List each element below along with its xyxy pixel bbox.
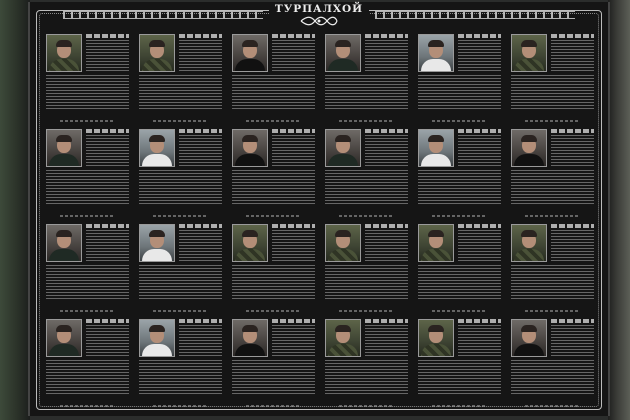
portrait-shoulders bbox=[49, 154, 79, 167]
bio-text bbox=[139, 265, 222, 299]
bio-text bbox=[325, 265, 408, 299]
dates-line bbox=[339, 310, 394, 312]
name-heading bbox=[365, 129, 408, 133]
dates-line bbox=[246, 310, 301, 312]
portrait-hair bbox=[149, 230, 165, 237]
ornamental-emblem-icon bbox=[299, 16, 339, 26]
name-heading bbox=[365, 224, 408, 228]
memorial-card bbox=[137, 127, 224, 218]
memorial-card bbox=[137, 32, 224, 123]
dates-line bbox=[60, 405, 115, 407]
dates-line bbox=[339, 405, 394, 407]
dates-line bbox=[525, 405, 580, 407]
portrait-shoulders bbox=[328, 249, 358, 262]
portrait-hair bbox=[149, 40, 165, 47]
dates-line bbox=[525, 215, 580, 217]
memorial-card bbox=[44, 222, 131, 313]
bio-text-side bbox=[551, 40, 594, 72]
memorial-card bbox=[323, 32, 410, 123]
bio-text-side bbox=[365, 230, 408, 262]
portrait-hair bbox=[56, 325, 72, 332]
portrait-hair bbox=[428, 230, 444, 237]
name-heading bbox=[272, 319, 315, 323]
portrait-shoulders bbox=[235, 249, 265, 262]
dates-line bbox=[153, 310, 208, 312]
memorial-card bbox=[416, 317, 503, 408]
bio-text bbox=[418, 265, 501, 299]
memorial-card bbox=[323, 222, 410, 313]
bio-text-side bbox=[551, 230, 594, 262]
name-heading bbox=[86, 34, 129, 38]
portrait-shoulders bbox=[514, 344, 544, 357]
bio-text-side bbox=[86, 40, 129, 72]
bio-text bbox=[418, 75, 501, 109]
bio-text-side bbox=[365, 40, 408, 72]
portrait-hair bbox=[56, 230, 72, 237]
name-heading bbox=[86, 129, 129, 133]
bio-text-side bbox=[551, 135, 594, 167]
ornament-left bbox=[63, 11, 263, 19]
memorial-grid bbox=[44, 32, 596, 408]
bio-text bbox=[139, 75, 222, 109]
name-heading bbox=[365, 34, 408, 38]
memorial-card bbox=[230, 32, 317, 123]
portrait-shoulders bbox=[514, 59, 544, 72]
bio-text bbox=[511, 265, 594, 299]
bio-text-side bbox=[458, 230, 501, 262]
bio-text-side bbox=[179, 40, 222, 72]
portrait-shoulders bbox=[142, 249, 172, 262]
portrait-shoulders bbox=[142, 59, 172, 72]
memorial-card bbox=[230, 222, 317, 313]
name-heading bbox=[365, 319, 408, 323]
dates-line bbox=[339, 120, 394, 122]
portrait-hair bbox=[242, 135, 258, 142]
bio-text bbox=[46, 170, 129, 204]
bio-text bbox=[232, 75, 315, 109]
portrait-photo bbox=[511, 129, 547, 167]
bio-text-side bbox=[272, 40, 315, 72]
bio-text-side bbox=[365, 325, 408, 357]
portrait-hair bbox=[242, 230, 258, 237]
portrait-photo bbox=[325, 319, 361, 357]
portrait-photo bbox=[325, 34, 361, 72]
dates-line bbox=[525, 310, 580, 312]
portrait-hair bbox=[521, 40, 537, 47]
dates-line bbox=[432, 405, 487, 407]
portrait-hair bbox=[335, 230, 351, 237]
dates-line bbox=[153, 120, 208, 122]
dates-line bbox=[432, 120, 487, 122]
portrait-hair bbox=[335, 325, 351, 332]
portrait-photo bbox=[139, 319, 175, 357]
bio-text-side bbox=[86, 230, 129, 262]
portrait-hair bbox=[56, 135, 72, 142]
dates-line bbox=[153, 405, 208, 407]
bio-text-side bbox=[272, 230, 315, 262]
bio-text-side bbox=[551, 325, 594, 357]
portrait-shoulders bbox=[235, 154, 265, 167]
portrait-shoulders bbox=[328, 154, 358, 167]
portrait-photo bbox=[139, 224, 175, 262]
portrait-hair bbox=[521, 325, 537, 332]
portrait-shoulders bbox=[421, 249, 451, 262]
board-title: ТУРПАЛХОЙ bbox=[274, 3, 364, 15]
memorial-card bbox=[509, 32, 596, 123]
dates-line bbox=[60, 120, 115, 122]
portrait-hair bbox=[242, 40, 258, 47]
board-header bbox=[30, 2, 608, 28]
portrait-shoulders bbox=[421, 154, 451, 167]
portrait-hair bbox=[428, 325, 444, 332]
portrait-photo bbox=[139, 129, 175, 167]
dates-line bbox=[246, 215, 301, 217]
portrait-shoulders bbox=[514, 249, 544, 262]
bio-text bbox=[232, 170, 315, 204]
portrait-shoulders bbox=[142, 154, 172, 167]
portrait-photo bbox=[46, 129, 82, 167]
memorial-card bbox=[509, 317, 596, 408]
portrait-shoulders bbox=[49, 249, 79, 262]
portrait-hair bbox=[521, 230, 537, 237]
bio-text bbox=[325, 75, 408, 109]
bio-text-side bbox=[179, 135, 222, 167]
portrait-hair bbox=[335, 40, 351, 47]
portrait-photo bbox=[232, 34, 268, 72]
dates-line bbox=[432, 215, 487, 217]
dates-line bbox=[60, 215, 115, 217]
portrait-photo bbox=[418, 224, 454, 262]
bio-text bbox=[139, 170, 222, 204]
name-heading bbox=[179, 319, 222, 323]
bio-text bbox=[418, 170, 501, 204]
portrait-shoulders bbox=[235, 59, 265, 72]
portrait-photo bbox=[511, 34, 547, 72]
memorial-card bbox=[44, 317, 131, 408]
bio-text-side bbox=[458, 325, 501, 357]
bio-text-side bbox=[458, 135, 501, 167]
portrait-shoulders bbox=[235, 344, 265, 357]
name-heading bbox=[458, 224, 501, 228]
portrait-shoulders bbox=[328, 59, 358, 72]
ornament-right bbox=[375, 11, 575, 19]
bio-text-side bbox=[86, 135, 129, 167]
memorial-card bbox=[230, 317, 317, 408]
name-heading bbox=[458, 129, 501, 133]
portrait-photo bbox=[511, 224, 547, 262]
name-heading bbox=[179, 34, 222, 38]
bio-text bbox=[511, 360, 594, 394]
name-heading bbox=[458, 34, 501, 38]
portrait-photo bbox=[46, 34, 82, 72]
portrait-hair bbox=[242, 325, 258, 332]
bio-text-side bbox=[179, 230, 222, 262]
bio-text bbox=[232, 360, 315, 394]
portrait-photo bbox=[46, 319, 82, 357]
memorial-card bbox=[137, 317, 224, 408]
memorial-card bbox=[509, 222, 596, 313]
memorial-card bbox=[416, 222, 503, 313]
portrait-photo bbox=[325, 224, 361, 262]
bio-text bbox=[139, 360, 222, 394]
memorial-card bbox=[509, 127, 596, 218]
memorial-card bbox=[416, 32, 503, 123]
bio-text bbox=[511, 170, 594, 204]
memorial-card bbox=[44, 32, 131, 123]
portrait-photo bbox=[418, 319, 454, 357]
dates-line bbox=[153, 215, 208, 217]
bio-text bbox=[232, 265, 315, 299]
bio-text-side bbox=[272, 135, 315, 167]
portrait-hair bbox=[521, 135, 537, 142]
name-heading bbox=[179, 224, 222, 228]
bio-text bbox=[325, 360, 408, 394]
dates-line bbox=[339, 215, 394, 217]
portrait-photo bbox=[232, 224, 268, 262]
portrait-photo bbox=[232, 319, 268, 357]
name-heading bbox=[551, 34, 594, 38]
bio-text-side bbox=[86, 325, 129, 357]
portrait-shoulders bbox=[142, 344, 172, 357]
memorial-card bbox=[137, 222, 224, 313]
portrait-hair bbox=[335, 135, 351, 142]
bio-text-side bbox=[365, 135, 408, 167]
memorial-board bbox=[28, 2, 610, 416]
dates-line bbox=[246, 120, 301, 122]
bio-text-side bbox=[272, 325, 315, 357]
portrait-shoulders bbox=[49, 344, 79, 357]
name-heading bbox=[551, 319, 594, 323]
name-heading bbox=[86, 224, 129, 228]
portrait-hair bbox=[428, 135, 444, 142]
portrait-photo bbox=[418, 129, 454, 167]
memorial-card bbox=[416, 127, 503, 218]
portrait-hair bbox=[56, 40, 72, 47]
portrait-shoulders bbox=[421, 59, 451, 72]
name-heading bbox=[272, 34, 315, 38]
portrait-shoulders bbox=[421, 344, 451, 357]
name-heading bbox=[272, 224, 315, 228]
background-right bbox=[608, 0, 630, 420]
portrait-shoulders bbox=[514, 154, 544, 167]
bio-text bbox=[511, 75, 594, 109]
bio-text bbox=[325, 170, 408, 204]
bio-text bbox=[46, 75, 129, 109]
bio-text bbox=[418, 360, 501, 394]
bio-text bbox=[46, 360, 129, 394]
name-heading bbox=[458, 319, 501, 323]
portrait-shoulders bbox=[49, 59, 79, 72]
portrait-photo bbox=[139, 34, 175, 72]
memorial-card bbox=[230, 127, 317, 218]
name-heading bbox=[551, 224, 594, 228]
dates-line bbox=[525, 120, 580, 122]
portrait-photo bbox=[418, 34, 454, 72]
name-heading bbox=[272, 129, 315, 133]
dates-line bbox=[246, 405, 301, 407]
portrait-photo bbox=[232, 129, 268, 167]
portrait-hair bbox=[149, 325, 165, 332]
background-left bbox=[0, 0, 30, 420]
memorial-card bbox=[323, 127, 410, 218]
portrait-photo bbox=[46, 224, 82, 262]
portrait-photo bbox=[325, 129, 361, 167]
portrait-shoulders bbox=[328, 344, 358, 357]
dates-line bbox=[60, 310, 115, 312]
memorial-card bbox=[323, 317, 410, 408]
portrait-hair bbox=[149, 135, 165, 142]
portrait-hair bbox=[428, 40, 444, 47]
bio-text-side bbox=[458, 40, 501, 72]
name-heading bbox=[86, 319, 129, 323]
bio-text-side bbox=[179, 325, 222, 357]
title-block bbox=[269, 4, 369, 26]
name-heading bbox=[551, 129, 594, 133]
dates-line bbox=[432, 310, 487, 312]
portrait-photo bbox=[511, 319, 547, 357]
name-heading bbox=[179, 129, 222, 133]
bio-text bbox=[46, 265, 129, 299]
memorial-card bbox=[44, 127, 131, 218]
